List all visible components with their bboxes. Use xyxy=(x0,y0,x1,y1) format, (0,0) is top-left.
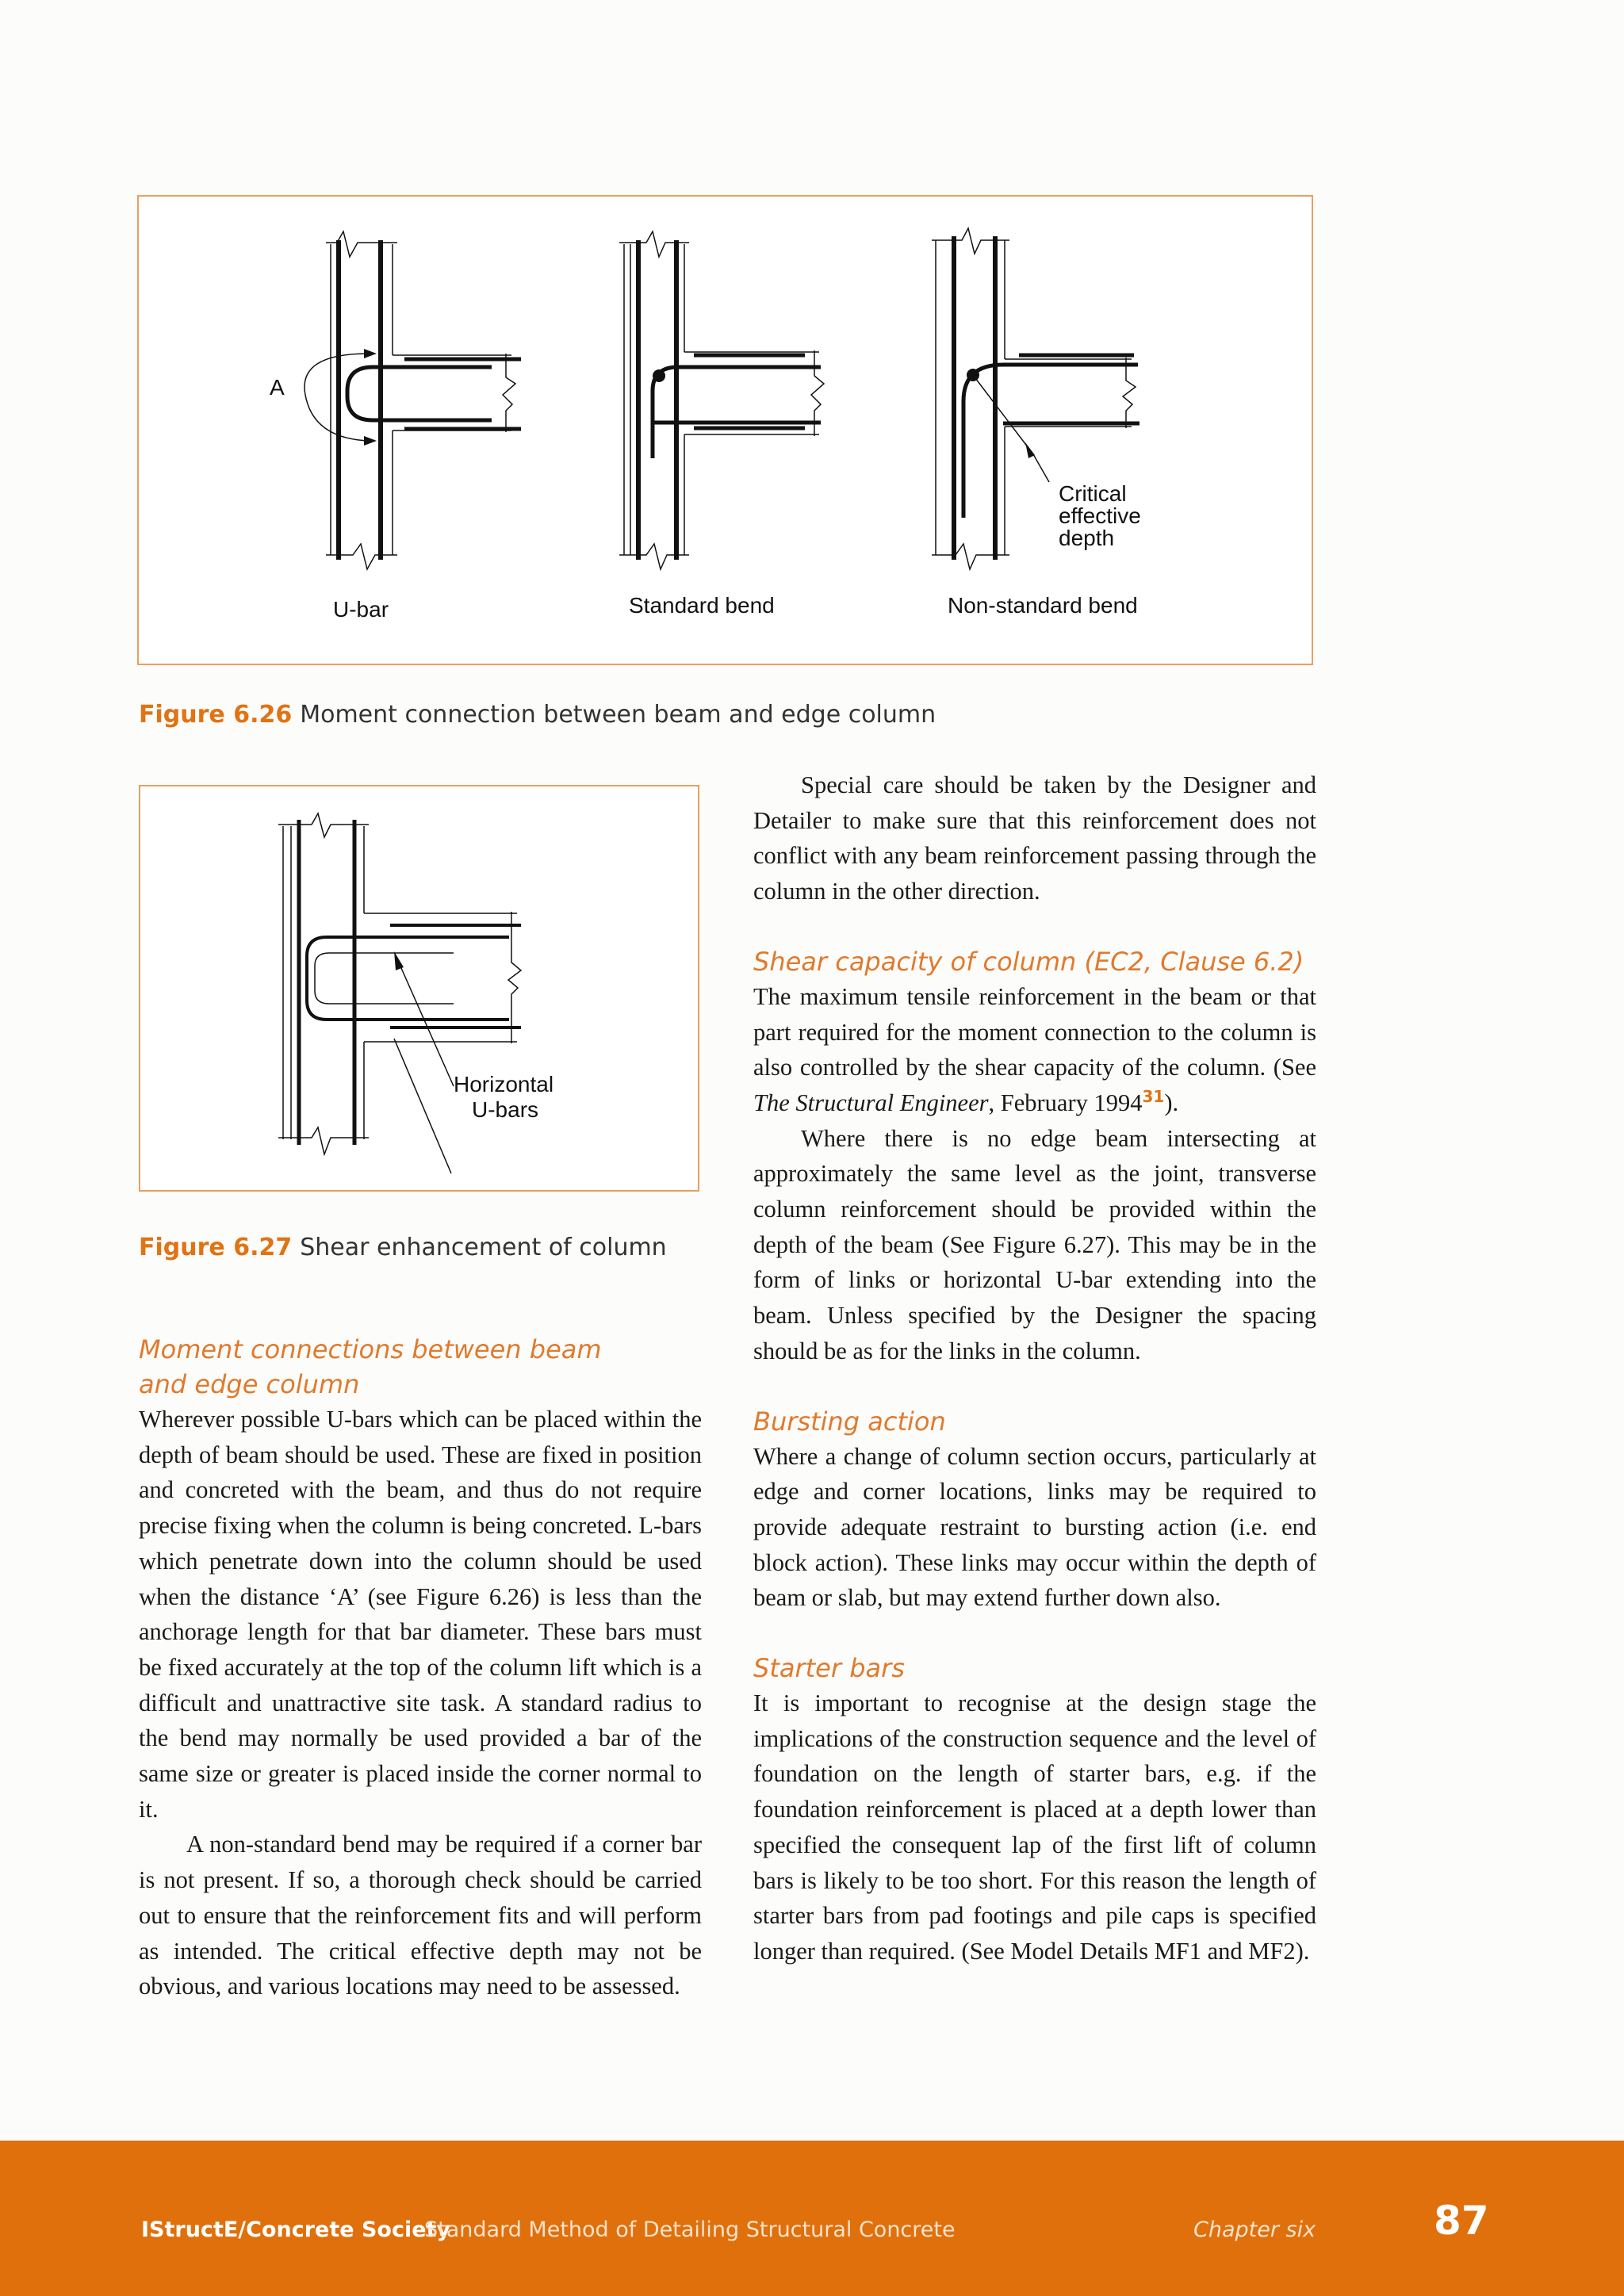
footer-chapter: Chapter six xyxy=(1193,2218,1316,2242)
text-run: The maximum tensile reinforcement in the beam or that part required for the moment connection to the column is also controlled by the shear capacity of the column. (See xyxy=(753,982,1316,1081)
page-number: 87 xyxy=(1434,2198,1489,2244)
figure-number: Figure 6.27 xyxy=(139,1234,293,1261)
figure-number: Figure 6.26 xyxy=(139,701,293,729)
heading-line-1: Moment connections between beam xyxy=(139,1334,602,1364)
right-text-column xyxy=(753,767,1316,1969)
text-run: ). xyxy=(1164,1089,1179,1116)
text-run: , February 1994 xyxy=(988,1089,1143,1116)
ubar-diagram xyxy=(304,232,521,569)
figure-6-27-drawing xyxy=(140,786,701,1193)
paragraph xyxy=(753,979,1316,1121)
label-critical-line2: effective xyxy=(1059,503,1141,528)
label-horizontal: Horizontal xyxy=(454,1072,554,1096)
figure-6-27-caption xyxy=(139,1234,667,1261)
paragraph: It is important to recognise at the design stage the implications of the construction sequence and the level of foundation on the length of starter bars, e.g. if the foundation reinforcement is placed at a depth lower than specified the consequent lap of the first lift of column bars is likely to be too short. For this reason the length of starter bars from pad footings and pile caps is specified longer than required. (See Model Details MF1 and MF2). xyxy=(753,1689,1316,1965)
heading-line-2: and edge column xyxy=(139,1369,360,1399)
left-text-column xyxy=(139,1332,702,2004)
paragraph: Where a change of column section occurs, particularly at edge and corner locations, links may be required to provide adequate restraint to bursting action (i.e. end block action). These links may occur within the depth of beam or slab, but may extend further down also. xyxy=(753,1442,1316,1612)
journal-title: The Structural Engineer xyxy=(753,1089,989,1116)
figure-6-26-box xyxy=(137,195,1313,665)
section-heading-starter-bars: Starter bars xyxy=(753,1653,905,1684)
reference-number: 31 xyxy=(1142,1086,1165,1106)
section-heading-shear-capacity: Shear capacity of column (EC2, Clause 6.2) xyxy=(753,946,1304,977)
label-ubar: U-bar xyxy=(333,597,389,622)
standard-bend-diagram xyxy=(619,232,824,569)
section-heading-moment-connections xyxy=(139,1332,702,1402)
paragraph: Wherever possible U-bars which can be placed within the depth of beam should be used. These are fixed in position and concreted with the beam, and thus do not require precise fixing when the column is being concreted. L-bars which penetrate down into the column should be used when the distance ‘A’ (see Figure 6.26) is less than the anchorage length for that bar diameter. These bars must be fixed accurately at the top of the column lift which is a difficult and unattractive site task. A standard radius to the bend may normally be used provided a bar of the same size or greater is placed inside the corner normal to it. xyxy=(139,1406,702,1823)
paragraph: Where there is no edge beam intersecting at approximately the same level as the joint, transverse column reinforcement should be provided within the depth of the beam (See Figure 6.27). This may be in the form of links or horizontal U-bar extending into the beam. Unless specified by the Designer the spacing should be as for the links in the column. xyxy=(753,1124,1316,1364)
paragraph: Special care should be taken by the Designer and Detailer to make sure that this reinforcement does not conflict with any beam reinforcement passing through the column in the other direction. xyxy=(753,771,1316,905)
footer-publisher: IStructE/Concrete Society xyxy=(141,2218,451,2242)
label-ubars: U-bars xyxy=(472,1097,539,1122)
figure-6-26-caption xyxy=(139,701,936,729)
figure-6-26-drawing xyxy=(139,197,1315,667)
figure-6-27-box xyxy=(139,785,699,1192)
footer-book-title: Standard Method of Detailing Structural Concrete xyxy=(424,2218,956,2242)
paragraph: A non-standard bend may be required if a corner bar is not present. If so, a thorough check should be carried out to ensure that the reinforcement fits and will perform as intended. The critical effective depth may not be obvious, and various locations may need to be assessed. xyxy=(139,1831,702,2000)
figure-title: Shear enhancement of column xyxy=(300,1234,667,1261)
label-nonstandard-bend: Non-standard bend xyxy=(948,593,1138,618)
label-critical-line3: depth xyxy=(1059,526,1115,550)
label-standard-bend: Standard bend xyxy=(629,593,775,618)
label-a: A xyxy=(270,375,285,400)
label-critical-line1: Critical xyxy=(1059,481,1127,506)
figure-title: Moment connection between beam and edge column xyxy=(300,701,936,729)
section-heading-bursting-action: Bursting action xyxy=(753,1406,946,1437)
